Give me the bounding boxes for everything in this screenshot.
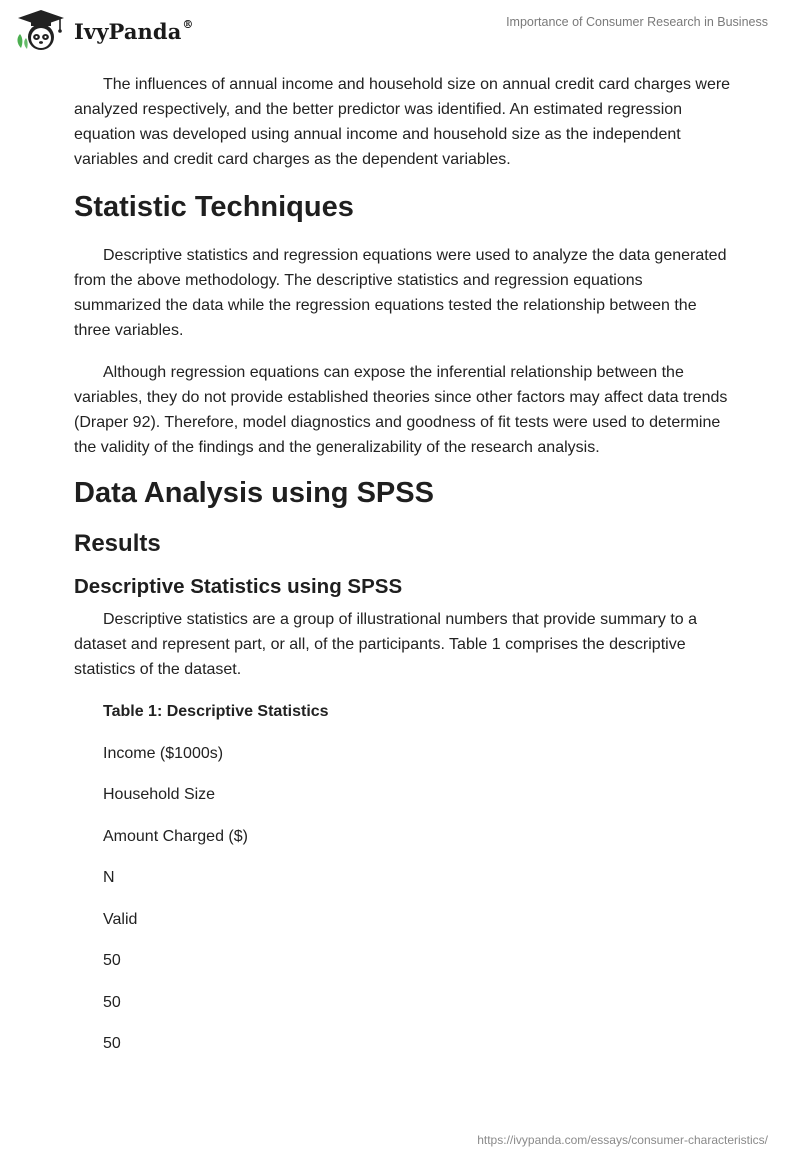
table-line: 50 bbox=[103, 952, 121, 969]
brand-name: IvyPanda® bbox=[74, 17, 194, 44]
table-line: Household Size bbox=[103, 786, 216, 803]
page-header bbox=[0, 0, 800, 60]
document-title: Importance of Consumer Research in Business bbox=[506, 15, 768, 29]
article-body bbox=[74, 72, 734, 1073]
table-line: Income ($1000s) bbox=[103, 744, 224, 762]
table-line: Valid bbox=[103, 910, 138, 928]
heading-descriptive-statistics: Descriptive Statistics using SPSS bbox=[74, 575, 403, 598]
panda-graduate-icon bbox=[14, 8, 68, 52]
statistic-paragraph-1: Descriptive statistics and regression equations were used to analyze the data generated from the above methodology. The descriptive statistics and regression equations summarized the data while the regression equations tested the relationship between the three variables. bbox=[74, 247, 727, 339]
heading-data-analysis: Data Analysis using SPSS bbox=[74, 477, 434, 509]
heading-statistic-techniques: Statistic Techniques bbox=[74, 191, 354, 223]
table-line: 50 bbox=[103, 993, 121, 1011]
source-url[interactable]: https://ivypanda.com/essays/consumer-characteristics/ bbox=[477, 1133, 768, 1147]
intro-paragraph: The influences of annual income and household size on annual credit card charges were analyzed respectively, and the better predictor was identified. An estimated regression equation was developed using annual income and household size as the independent variables and credit card charges as the dependent variables. bbox=[74, 76, 731, 168]
descriptive-paragraph: Descriptive statistics are a group of illustrational numbers that provide summary to a dataset and represent part, or all, of the participants. Table 1 comprises the descriptive statistics of the dataset. bbox=[74, 611, 698, 678]
table-line: 50 bbox=[103, 1035, 121, 1052]
ivypanda-logo[interactable] bbox=[14, 8, 194, 52]
heading-results: Results bbox=[74, 530, 161, 557]
table-caption: Table 1: Descriptive Statistics bbox=[103, 703, 329, 720]
table-line: Amount Charged ($) bbox=[103, 827, 248, 845]
table-line: N bbox=[103, 869, 115, 886]
registered-mark: ® bbox=[182, 17, 194, 31]
statistic-paragraph-2: Although regression equations can expose the inferential relationship between the variables, they do not provide established theories since other factors may affect data trends (Draper 92). Therefore, model diagnostics and goodness of fit tests were used to determine the validity of the findings and the generalizability of the research analysis. bbox=[74, 364, 728, 456]
